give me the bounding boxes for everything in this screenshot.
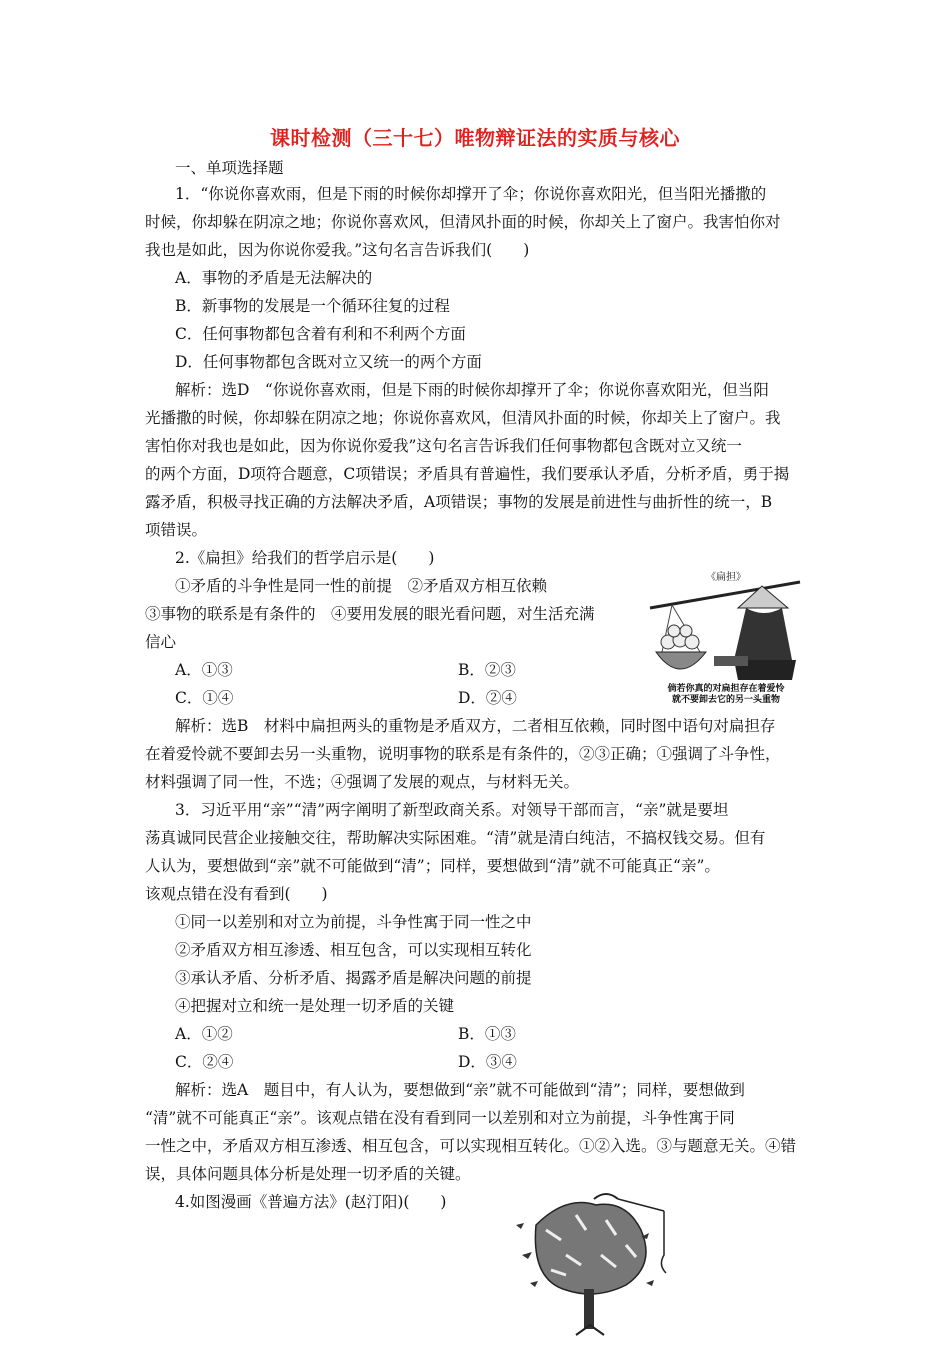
q3-stem-line: 人认为，要想做到“亲”就不可能做到“清”；同样，要想做到“清”就不可能真正“亲”。 — [145, 857, 720, 875]
page-title: 课时检测（三十七）唯物辩证法的实质与核心 — [270, 126, 680, 150]
q2-analysis-line: 解析：选B 材料中扁担两头的重物是矛盾双方，二者相互依赖，同时图中语句对扁担存 — [175, 717, 776, 735]
q3-item: ②矛盾双方相互渗透、相互包含，可以实现相互转化 — [175, 941, 532, 959]
q2-item-line: ①矛盾的斗争性是同一性的前提 ②矛盾双方相互依赖 — [175, 577, 548, 595]
figure-title: 《扁担》 — [706, 572, 746, 583]
q2-item-line: 信心 — [145, 633, 177, 651]
q2-item-line: ③事物的联系是有条件的 ④要用发展的眼光看问题，对生活充满 — [145, 605, 595, 623]
q1-analysis-line: 项错误。 — [145, 521, 208, 539]
q2-stem: 2.《扁担》给我们的哲学启示是( ) — [175, 549, 435, 567]
q1-option: D．任何事物都包含既对立又统一的两个方面 — [175, 353, 482, 371]
q1-analysis-line: 解析：选D “你说你喜欢雨，但是下雨的时候你却撑开了伞；你说你喜欢阳光，但当阳 — [175, 381, 769, 399]
q1-option: B．新事物的发展是一个循环往复的过程 — [175, 297, 450, 315]
q3-option: C．②④ — [175, 1053, 234, 1071]
q1-option: C．任何事物都包含着有利和不利两个方面 — [175, 325, 466, 343]
q3-stem-line: 3．习近平用“亲”“清”两字阐明了新型政商关系。对领导干部而言，“亲”就是要坦 — [175, 801, 729, 819]
q3-stem-line: 荡真诚同民营企业接触交往，帮助解决实际困难。“清”就是清白纯洁，不搞权钱交易。但有 — [145, 829, 766, 847]
q3-item: ③承认矛盾、分析矛盾、揭露矛盾是解决问题的前提 — [175, 969, 532, 987]
q2-option: C．①④ — [175, 689, 234, 707]
q3-analysis-line: “清”就不可能真正“亲”。该观点错在没有看到同一以差别和对立为前提，斗争性寓于同 — [145, 1109, 735, 1127]
q1-analysis-line: 露矛盾，积极寻找正确的方法解决矛盾，A项错误；事物的发展是前进性与曲折性的统一，B — [145, 493, 773, 511]
q4-stem: 4.如图漫画《普遍方法》(赵汀阳)( ) — [175, 1193, 447, 1211]
section-heading: 一、单项选择题 — [175, 159, 284, 177]
q2-option: D．②④ — [458, 689, 517, 707]
q2-analysis-line: 在着爱怜就不要卸去另一头重物，说明事物的联系是有条件的，②③正确；①强调了斗争性， — [145, 745, 781, 763]
figure-caption-line: 倘若你真的对扁担存在着爱怜 — [667, 684, 785, 694]
q1-option: A．事物的矛盾是无法解决的 — [175, 269, 373, 287]
q3-analysis-line: 误，具体问题具体分析是处理一切矛盾的关键。 — [145, 1165, 471, 1183]
q3-analysis-line: 解析：选A 题目中，有人认为，要想做到“亲”就不可能做到“清”；同样，要想做到 — [175, 1081, 745, 1099]
q3-item: ④把握对立和统一是处理一切矛盾的关键 — [175, 997, 455, 1015]
carrying-pole-cartoon — [642, 568, 810, 710]
q3-option: A．①② — [175, 1025, 233, 1043]
q3-stem-line: 该观点错在没有看到( ) — [145, 885, 328, 903]
q2-analysis-line: 材料强调了同一性，不选；④强调了发展的观点，与材料无关。 — [145, 773, 580, 791]
q3-item: ①同一以差别和对立为前提，斗争性寓于同一性之中 — [175, 913, 532, 931]
q1-analysis-line: 的两个方面，D项符合题意，C项错误；矛盾具有普遍性，我们要承认矛盾，分析矛盾，勇于揭 — [145, 465, 790, 483]
q1-stem-line: 我也是如此，因为你说你爱我。”这句名言告诉我们( ) — [145, 241, 530, 259]
tree-birds-illustration — [506, 1185, 676, 1344]
q3-option: B．①③ — [458, 1025, 516, 1043]
q1-analysis-line: 光播撒的时候，你却躲在阴凉之地；你说你喜欢风，但清风扑面的时候，你却关上了窗户。我 — [145, 409, 781, 427]
figure-caption — [642, 684, 810, 706]
q2-option: B．②③ — [458, 661, 516, 679]
figure-caption-line: 就不要卸去它的另一头重物 — [671, 695, 780, 705]
q2-option: A．①③ — [175, 661, 233, 679]
q3-option: D．③④ — [458, 1053, 517, 1071]
q1-stem-line: 1．“你说你喜欢雨，但是下雨的时候你却撑开了伞；你说你喜欢阳光，但当阳光播撒的 — [175, 185, 767, 203]
q3-analysis-line: 一性之中，矛盾双方相互渗透、相互包含，可以实现相互转化。①②入选。③与题意无关。④错 — [145, 1137, 797, 1155]
q1-stem-line: 时候，你却躲在阴凉之地；你说你喜欢风，但清风扑面的时候，你却关上了窗户。我害怕你对 — [145, 213, 781, 231]
q1-analysis-line: 害怕你对我也是如此，因为你说你爱我”这句名言告诉我们任何事物都包含既对立又统一 — [145, 437, 742, 455]
universal-method-cartoon — [506, 1185, 676, 1345]
